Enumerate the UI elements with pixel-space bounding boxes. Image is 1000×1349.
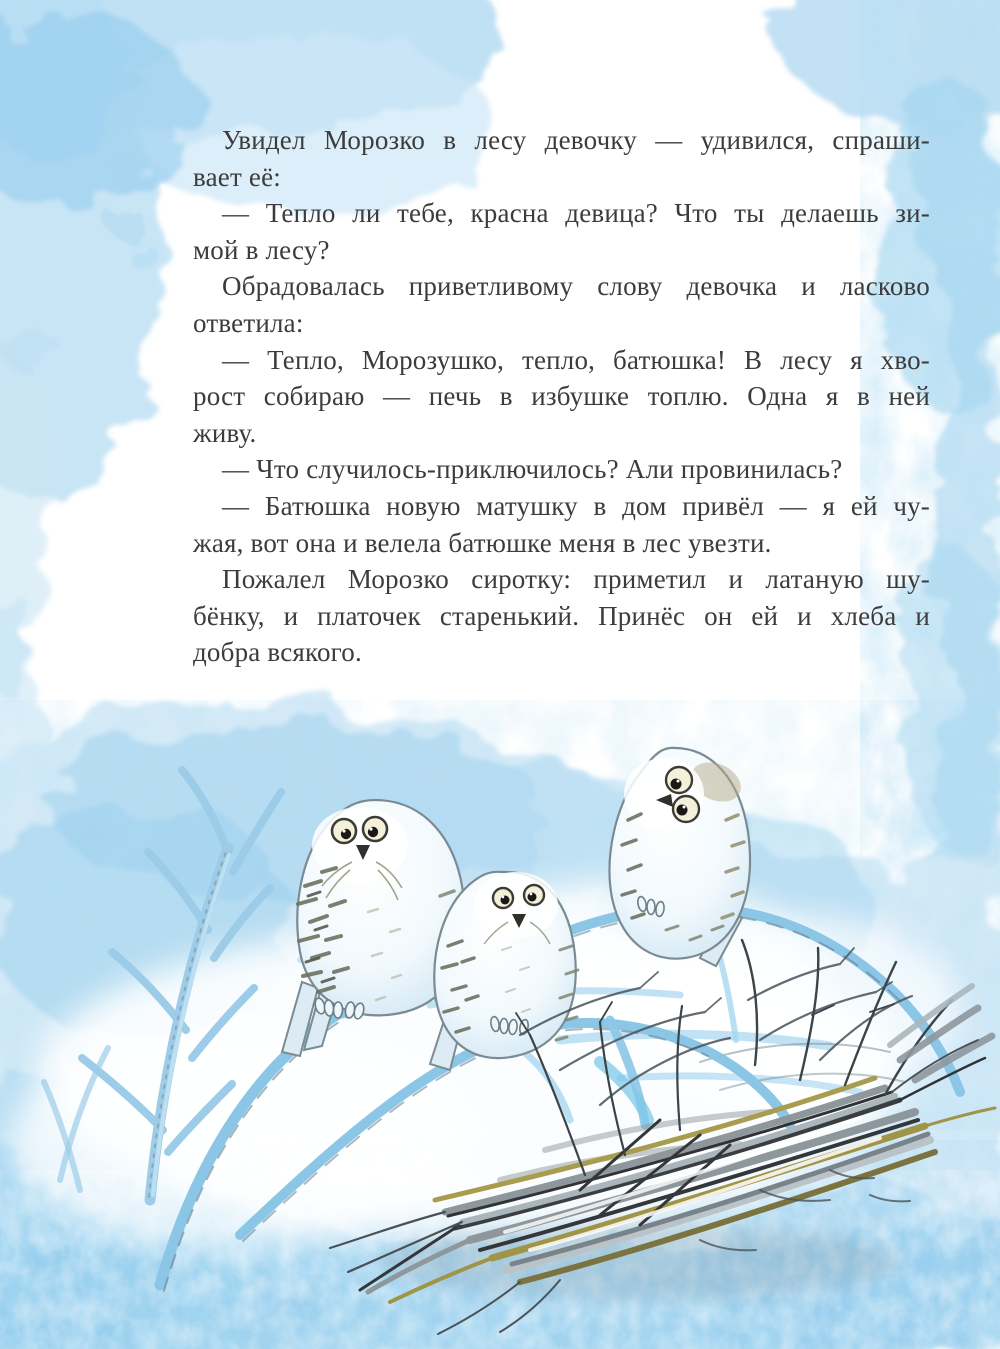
owl-right xyxy=(610,748,750,966)
text-line: — Тепло, Морозушко, тепло, батюшка! В лесу я хво- xyxy=(222,344,930,375)
text-line: вает её: xyxy=(193,161,281,192)
text-line: жая, вот она и велела батюшке меня в лес увезти. xyxy=(193,527,772,558)
story-text-block xyxy=(193,122,930,671)
text-line: живу. xyxy=(193,417,257,448)
text-line: добра всякого. xyxy=(193,637,362,668)
text-line: — Тепло ли тебе, красна девица? Что ты делаешь зи- xyxy=(222,198,930,229)
text-line: ответила: xyxy=(193,307,304,338)
text-line: бёнку, и платочек старенький. Принёс он ей и хлеба и xyxy=(193,600,930,631)
text-line: Пожалел Морозко сиротку: приметил и латаную шу- xyxy=(222,564,930,595)
owl-middle-face xyxy=(474,872,558,938)
text-line: — Что случилось-приключилось? Али провинилась? xyxy=(222,454,843,485)
text-line: мой в лесу? xyxy=(193,234,330,265)
text-line: Увидел Морозко в лесу девочку — удивился, спраши- xyxy=(222,125,930,155)
text-line: — Батюшка новую матушку в дом привёл — я ей чу- xyxy=(222,490,930,521)
text-line: Обрадовалась приветливому слову девочка и ласково xyxy=(222,271,930,302)
text-line: рост собираю — печь в избушке топлю. Одна я в ней xyxy=(193,381,930,412)
